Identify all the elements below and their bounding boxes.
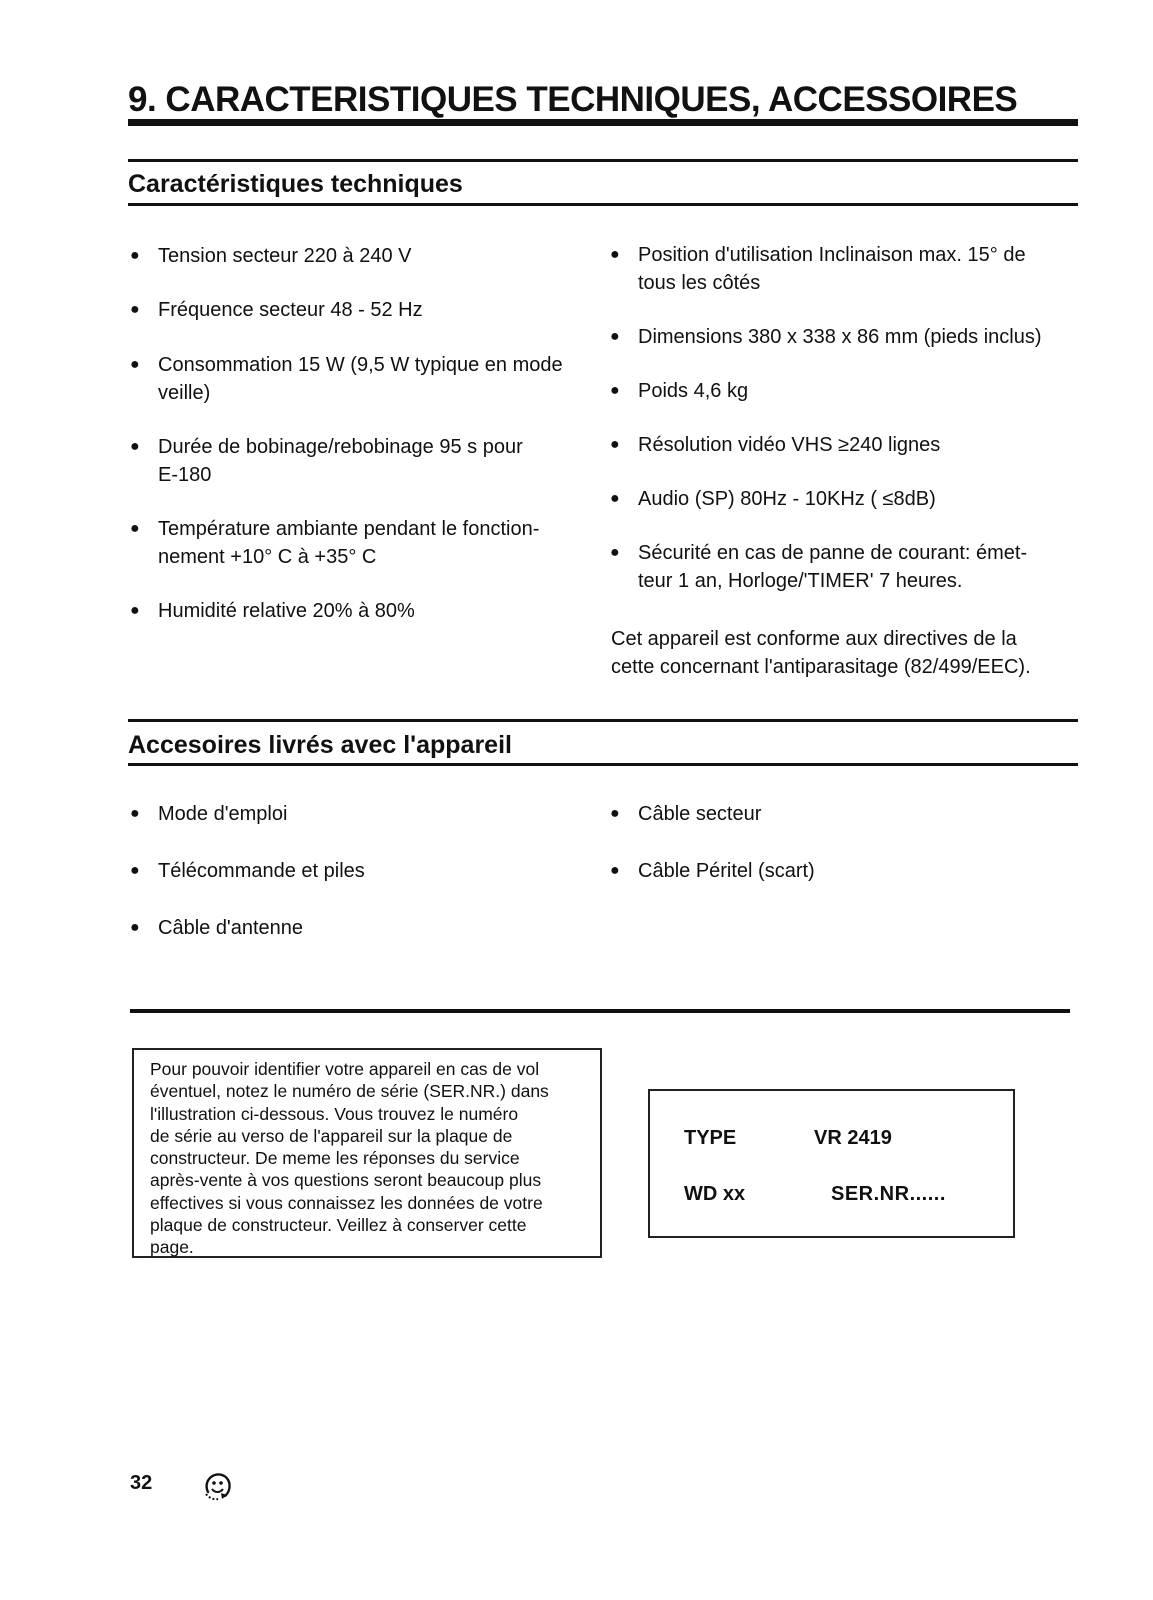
info-line: plaque de constructeur. Veillez à conserver cette	[150, 1215, 527, 1236]
bullet-icon: ●	[130, 247, 140, 264]
spec-line: teur 1 an, Horloge/'TIMER' 7 heures.	[638, 570, 963, 592]
bullet-icon: ●	[610, 246, 620, 263]
accessories-heading: Accesoires livrés avec l'appareil	[128, 731, 512, 759]
info-line: constructeur. De meme les réponses du service	[150, 1148, 520, 1169]
spec-line: Durée de bobinage/rebobinage 95 s pour	[158, 436, 523, 458]
page-number: 32	[130, 1472, 153, 1494]
info-line: effectives si vous connaissez les données de votre	[150, 1192, 543, 1213]
type-label: TYPE	[684, 1127, 737, 1149]
spec-line: E-180	[158, 464, 212, 486]
spec-line: tous les côtés	[638, 272, 761, 294]
accessory-label: Mode d'emploi	[158, 803, 288, 825]
list-item	[608, 431, 1083, 459]
specs-list-right	[608, 241, 1083, 595]
bullet-icon: ●	[130, 919, 140, 936]
note-line: Cet appareil est conforme aux directives de la	[611, 628, 1017, 650]
bullet-icon: ●	[130, 301, 140, 318]
info-line: Pour pouvoir identifier votre appareil en cas de vol	[150, 1059, 540, 1079]
info-line: page.	[150, 1237, 194, 1258]
info-line: de série au verso de l'appareil sur la plaque de	[150, 1125, 513, 1146]
spec-line: veille)	[158, 382, 211, 404]
section-bottom-rule	[128, 763, 1078, 766]
spec-line: Poids 4,6 kg	[638, 380, 749, 402]
spec-line: Résolution vidéo VHS ≥240 lignes	[638, 434, 941, 456]
section-bottom-rule	[128, 203, 1078, 206]
list-item	[128, 242, 598, 270]
type-value: VR 2419	[814, 1127, 892, 1149]
list-item	[128, 433, 598, 489]
accessory-label: Télécommande et piles	[158, 860, 365, 882]
list-item	[608, 800, 1083, 828]
bullet-icon: ●	[130, 356, 140, 373]
info-line: l'illustration ci-dessous. Vous trouvez le numéro	[150, 1103, 519, 1124]
divider	[130, 1009, 1070, 1013]
list-item	[128, 857, 598, 885]
bullet-icon: ●	[130, 805, 140, 822]
bullet-icon: ●	[610, 382, 620, 399]
bullet-icon: ●	[130, 438, 140, 455]
bullet-icon: ●	[130, 520, 140, 537]
list-item	[128, 296, 598, 324]
accessory-label: Câble secteur	[638, 803, 762, 825]
list-item	[128, 515, 598, 571]
list-item	[608, 377, 1083, 405]
spec-line: Humidité relative 20% à 80%	[158, 600, 415, 622]
specs-heading: Caractéristiques techniques	[128, 170, 463, 198]
section-top-rule	[128, 719, 1078, 722]
spec-line: Tension secteur 220 à 240 V	[158, 245, 412, 267]
list-item	[608, 323, 1083, 351]
spec-line: Dimensions 380 x 338 x 86 mm (pieds inclus)	[638, 326, 1042, 348]
info-line: éventuel, notez le numéro de série (SER.NR.) dans	[150, 1081, 549, 1102]
spec-line: Position d'utilisation Inclinaison max. 15° de	[638, 244, 1026, 266]
bullet-icon: ●	[130, 862, 140, 879]
section-top-rule	[128, 159, 1078, 162]
page-title: 9. CARACTERISTIQUES TECHNIQUES, ACCESSOIRES	[128, 80, 1018, 119]
note-line: cette concernant l'antiparasitage (82/499/EEC).	[611, 656, 1031, 678]
list-item	[608, 485, 1083, 513]
wd-label: WD xx	[684, 1183, 746, 1205]
accessories-list-left	[128, 800, 598, 942]
spec-line: Fréquence secteur 48 - 52 Hz	[158, 299, 423, 321]
accessory-label: Câble d'antenne	[158, 917, 304, 939]
type-plate	[648, 1089, 1015, 1238]
spec-line: Température ambiante pendant le fonction-	[158, 518, 540, 540]
bullet-icon: ●	[610, 490, 620, 507]
compliance-note	[611, 625, 1081, 681]
title-underline	[128, 119, 1078, 126]
bullet-icon: ●	[610, 328, 620, 345]
list-item	[128, 597, 598, 625]
eco-face-logo-icon	[200, 1468, 236, 1504]
spec-line: nement +10° C à +35° C	[158, 546, 377, 568]
bullet-icon: ●	[130, 602, 140, 619]
list-item	[608, 241, 1083, 297]
spec-line: Sécurité en cas de panne de courant: émet-	[638, 542, 1028, 564]
bullet-icon: ●	[610, 862, 620, 879]
serial-number-info-box	[132, 1048, 602, 1258]
list-item	[128, 800, 598, 828]
list-item	[128, 351, 598, 407]
spec-line: Consommation 15 W (9,5 W typique en mode	[158, 354, 563, 376]
accessories-list-right	[608, 800, 1083, 885]
list-item	[608, 857, 1083, 885]
bullet-icon: ●	[610, 436, 620, 453]
serial-number-label: SER.NR......	[831, 1183, 946, 1205]
specs-list-left	[128, 242, 598, 625]
bullet-icon: ●	[610, 805, 620, 822]
spec-line: Audio (SP) 80Hz - 10KHz ( ≤8dB)	[638, 488, 936, 510]
list-item	[128, 914, 598, 942]
list-item	[608, 539, 1083, 595]
accessory-label: Câble Péritel (scart)	[638, 860, 815, 882]
bullet-icon: ●	[610, 544, 620, 561]
info-line: après-vente à vos questions seront beaucoup plus	[150, 1170, 542, 1191]
